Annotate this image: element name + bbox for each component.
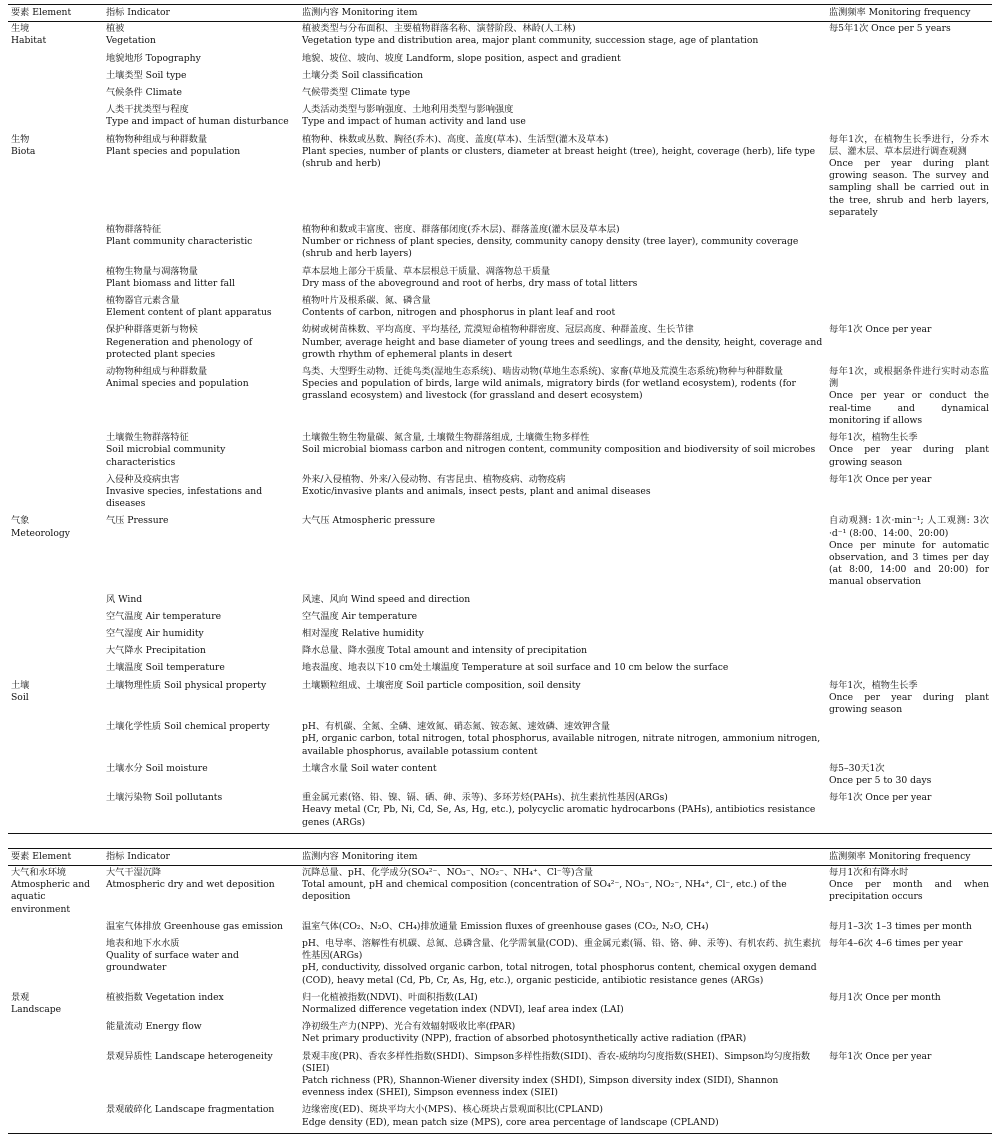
table-row xyxy=(8,991,992,1020)
monitoring-item-cell xyxy=(299,365,826,431)
element-cell xyxy=(8,661,103,678)
monitoring-item-text: 温室气体(CO₂、N₂O、CH₄)排放通量 Emission fluxes of greenhouse gases (CO₂, N₂O, CH₄) xyxy=(302,920,709,932)
indicator-label: 入侵种及疫病虫害 xyxy=(106,473,180,485)
indicator-cell xyxy=(103,294,299,323)
monitoring-item-text: 沉降总量、pH、化学成分(SO₄²⁻、NO₃⁻、NO₂⁻、NH₄⁺、Cl⁻等)含量 xyxy=(302,866,593,878)
element-cell xyxy=(8,644,103,661)
frequency-cell xyxy=(826,791,992,833)
element-cell xyxy=(8,265,103,294)
indicator-label: Element content of plant apparatus xyxy=(106,307,272,319)
frequency-cell xyxy=(826,323,992,365)
element-cell xyxy=(8,1103,103,1133)
frequency-cell xyxy=(826,1103,992,1133)
element-label: aquatic environment xyxy=(11,891,71,915)
indicator-label: 植被 xyxy=(106,23,125,35)
element-cell xyxy=(8,720,103,762)
monitoring-item-text: 土壤颗粒组成、土壤密度 Soil particle composition, soil density xyxy=(302,679,581,691)
monitoring-table-part-1 xyxy=(8,4,992,833)
indicator-label: 空气温度 Air temperature xyxy=(106,610,222,622)
indicator-cell xyxy=(103,323,299,365)
indicator-label: Invasive species, infestations and diseases xyxy=(106,485,263,510)
frequency-cell xyxy=(826,294,992,323)
table-row xyxy=(8,103,992,132)
frequency-cell xyxy=(826,1020,992,1049)
indicator-cell xyxy=(103,514,299,592)
indicator-label: 土壤微生物群落特征 xyxy=(106,432,189,444)
table-separator xyxy=(8,833,992,848)
indicator-label: Plant community characteristic xyxy=(106,236,253,248)
table-row xyxy=(8,762,992,791)
element-cell xyxy=(8,627,103,644)
frequency-text: 每年1次 Once per year xyxy=(829,324,932,336)
table-row xyxy=(8,1103,992,1133)
monitoring-item-text: Soil microbial biomass carbon and nitrogen content, community composition and biodiversity of soil microbes xyxy=(302,444,816,456)
element-label: 景观 xyxy=(11,991,30,1003)
monitoring-item-cell xyxy=(299,133,826,223)
frequency-text: 每5年1次 Once per 5 years xyxy=(829,23,951,35)
monitoring-item-text: Net primary productivity (NPP), fraction of absorbed photosynthetically active radiation (fPAR) xyxy=(302,1033,747,1045)
monitoring-item-text: 风速、风向 Wind speed and direction xyxy=(302,593,471,605)
indicator-label: 保护种群落更新与物候 xyxy=(106,324,198,336)
element-cell xyxy=(8,610,103,627)
monitoring-item-text: 空气温度 Air temperature xyxy=(302,610,418,622)
indicator-cell xyxy=(103,920,299,937)
monitoring-item-text: Total amount, pH and chemical composition (concentration of SO₄²⁻, NO₃⁻, NO₂⁻, NH₄⁺, Cl⁻, etc.) of the deposition xyxy=(302,879,787,903)
frequency-text: Once per year during plant growing season xyxy=(829,691,989,715)
indicator-label: 土壤温度 Soil temperature xyxy=(106,662,225,674)
monitoring-item-cell xyxy=(299,627,826,644)
monitoring-item-text: Patch richness (PR), Shannon-Wiener diversity index (SHDI), Simpson diversity index (SIDI), Shannon evenness index (SHEI), Simpson evenness index (SIEI) xyxy=(302,1075,779,1099)
frequency-cell xyxy=(826,22,992,52)
header-monitoring-frequency: 监测频率 Monitoring frequency xyxy=(829,7,971,18)
header-indicator: 指标 Indicator xyxy=(106,850,170,862)
element-cell xyxy=(8,223,103,265)
indicator-cell xyxy=(103,1050,299,1104)
monitoring-item-cell xyxy=(299,69,826,86)
monitoring-item-text: Contents of carbon, nitrogen and phosphorus in plant leaf and root xyxy=(302,307,616,319)
frequency-text: 每年1次，或根据条件进行实时动态监测 xyxy=(829,366,989,390)
indicator-cell xyxy=(103,265,299,294)
frequency-cell xyxy=(826,473,992,515)
indicator-cell xyxy=(103,679,299,721)
monitoring-item-text: 草本层地上部分干质量、草本层根总干质量、凋落物总干质量 xyxy=(302,265,551,277)
header-monitoring-item: 监测内容 Monitoring item xyxy=(302,850,418,862)
table-row xyxy=(8,22,992,52)
table-row xyxy=(8,791,992,833)
element-label: 土壤 xyxy=(11,679,30,691)
monitoring-item-text: 植物叶片及根系碳、氮、磷含量 xyxy=(302,295,431,307)
monitoring-item-cell xyxy=(299,610,826,627)
frequency-cell xyxy=(826,365,992,431)
frequency-cell xyxy=(826,265,992,294)
monitoring-item-cell xyxy=(299,661,826,678)
element-cell xyxy=(8,294,103,323)
monitoring-item-text: Type and impact of human activity and land use xyxy=(302,116,526,128)
indicator-label: 植物群落特征 xyxy=(106,224,162,236)
header-element: 要素 Element xyxy=(11,850,72,862)
element-label: Biota xyxy=(11,145,36,157)
monitoring-item-text: 土壤含水量 Soil water content xyxy=(302,762,437,774)
frequency-cell xyxy=(826,762,992,791)
indicator-cell xyxy=(103,762,299,791)
element-label: Meteorology xyxy=(11,527,70,539)
monitoring-item-text: 边缘密度(ED)、斑块平均大小(MPS)、核心斑块占景观面积比(CPLAND) xyxy=(302,1104,603,1116)
frequency-cell xyxy=(826,431,992,473)
document xyxy=(8,4,992,1134)
monitoring-item-text: 相对湿度 Relative humidity xyxy=(302,627,424,639)
monitoring-item-cell xyxy=(299,991,826,1020)
element-label: Habitat xyxy=(11,35,47,47)
header-element: 要素 Element xyxy=(11,7,72,18)
monitoring-item-cell xyxy=(299,431,826,473)
indicator-label: Regeneration and phenology of protected plant species xyxy=(106,336,253,360)
monitoring-item-text: 气候带类型 Climate type xyxy=(302,87,411,99)
indicator-cell xyxy=(103,52,299,69)
frequency-text: 自动观测: 1次·min⁻¹; 人工观测: 3次·d⁻¹ (8:00、14:00、20:00) xyxy=(829,515,989,539)
indicator-cell xyxy=(103,431,299,473)
monitoring-item-cell xyxy=(299,1050,826,1104)
frequency-cell xyxy=(826,661,992,678)
monitoring-item-cell xyxy=(299,514,826,592)
indicator-label: 植物生物量与凋落物量 xyxy=(106,265,198,277)
indicator-cell xyxy=(103,865,299,919)
element-cell xyxy=(8,991,103,1020)
indicator-label: 土壤物理性质 Soil physical property xyxy=(106,679,267,691)
monitoring-item-text: pH, organic carbon, total nitrogen, total phosphorus, available nitrogen, nitrate nitrogen, ammonium nitrogen, available phosphorus, available potassium content xyxy=(302,733,821,757)
table-row xyxy=(8,627,992,644)
monitoring-item-text: Plant species, number of plants or clusters, diameter at breast height (tree), height, coverage (herb), life type (shrub and herb) xyxy=(302,145,816,170)
frequency-cell xyxy=(826,627,992,644)
monitoring-item-cell xyxy=(299,223,826,265)
indicator-cell xyxy=(103,103,299,132)
monitoring-item-text: 植物种和数或丰富度、密度、群落郁闭度(乔木层)、群落盖度(灌木层及草本层) xyxy=(302,224,620,236)
table-row xyxy=(8,223,992,265)
table-body xyxy=(8,865,992,1133)
monitoring-item-text: 鸟类、大型野生动物、迁徙鸟类(湿地生态系统)、啮齿动物(草地生态系统)、家畜(草地及荒漠生态系统)物种与种群数量 xyxy=(302,366,783,378)
frequency-text: 每年1次 Once per year xyxy=(829,473,932,485)
indicator-cell xyxy=(103,473,299,515)
frequency-text: 每月1–3次 1–3 times per month xyxy=(829,920,972,932)
table-row xyxy=(8,365,992,431)
element-label: 生境 xyxy=(11,23,30,35)
frequency-text: Once per 5 to 30 days xyxy=(829,774,932,786)
table-row xyxy=(8,593,992,610)
element-cell xyxy=(8,86,103,103)
indicator-label: 动物物种组成与种群数量 xyxy=(106,366,208,378)
element-cell xyxy=(8,323,103,365)
indicator-cell xyxy=(103,365,299,431)
indicator-label: 能量流动 Energy flow xyxy=(106,1021,202,1033)
frequency-cell xyxy=(826,679,992,721)
indicator-label: 人类干扰类型与程度 xyxy=(106,104,189,116)
table-row xyxy=(8,323,992,365)
monitoring-item-text: pH, conductivity, dissolved organic carbon, total nitrogen, total phosphorus content, chemical oxygen demand (COD), heavy metal (Cd, Pb, Cr, As, Hg, etc.), organic pesticide, antibiotic resistance genes (ARGs) xyxy=(302,962,817,986)
indicator-label: Plant species and population xyxy=(106,145,241,157)
frequency-cell xyxy=(826,223,992,265)
monitoring-item-cell xyxy=(299,679,826,721)
frequency-cell xyxy=(826,920,992,937)
element-cell xyxy=(8,69,103,86)
frequency-text: Once per month and when precipitation occurs xyxy=(829,879,989,903)
frequency-text: Once per minute for automatic observation, and 3 times per day (at 8:00, 14:00 and 20:00) for manual observation xyxy=(829,539,989,588)
element-cell xyxy=(8,1020,103,1049)
indicator-label: 气压 Pressure xyxy=(106,515,169,527)
indicator-cell xyxy=(103,593,299,610)
indicator-cell xyxy=(103,991,299,1020)
frequency-text: Once per year or conduct the real-time and dynamical monitoring if allows xyxy=(829,390,989,426)
indicator-cell xyxy=(103,627,299,644)
frequency-cell xyxy=(826,103,992,132)
monitoring-item-text: 地表温度、地表以下10 cm处土壤温度 Temperature at soil surface and 10 cm below the surface xyxy=(302,662,729,674)
monitoring-item-text: 重金属元素(铬、铅、镍、镉、硒、砷、汞等)、多环芳烃(PAHs)、抗生素抗性基因(ARGs) xyxy=(302,792,668,804)
monitoring-item-text: Number or richness of plant species, density, community canopy density (tree layer), community coverage (shrub and herb layers) xyxy=(302,236,799,260)
frequency-text: 每年4–6次 4–6 times per year xyxy=(829,938,963,949)
monitoring-item-text: Number, average height and base diameter of young trees and seedlings, and the density, height, coverage and growth rhythm of ephemeral plants in desert xyxy=(302,336,823,360)
element-cell xyxy=(8,1050,103,1104)
monitoring-item-text: 植被类型与分布面积、主要植物群落名称、演替阶段、林龄(人工林) xyxy=(302,23,576,35)
indicator-cell xyxy=(103,1020,299,1049)
frequency-cell xyxy=(826,610,992,627)
indicator-label: Quality of surface water and groundwater xyxy=(106,950,239,974)
indicator-cell xyxy=(103,86,299,103)
monitoring-item-cell xyxy=(299,593,826,610)
indicator-label: 景观异质性 Landscape heterogeneity xyxy=(106,1050,273,1062)
element-cell xyxy=(8,365,103,431)
indicator-cell xyxy=(103,791,299,833)
monitoring-item-cell xyxy=(299,86,826,103)
indicator-label: 风 Wind xyxy=(106,593,143,605)
frequency-cell xyxy=(826,865,992,919)
frequency-cell xyxy=(826,69,992,86)
monitoring-item-text: pH、有机碳、全氮、全磷、速效氮、硝态氮、铵态氮、速效磷、速效钾含量 xyxy=(302,721,610,733)
table-row xyxy=(8,69,992,86)
table-row xyxy=(8,720,992,762)
frequency-cell xyxy=(826,86,992,103)
table-row xyxy=(8,661,992,678)
frequency-text: 每5–30天1次 xyxy=(829,762,885,774)
monitoring-item-cell xyxy=(299,323,826,365)
frequency-text: 每年1次，植物生长季 xyxy=(829,432,918,444)
table-row xyxy=(8,920,992,937)
table-row xyxy=(8,644,992,661)
indicator-label: 土壤类型 Soil type xyxy=(106,69,187,81)
table-row xyxy=(8,1050,992,1104)
indicator-cell xyxy=(103,610,299,627)
element-cell xyxy=(8,103,103,132)
monitoring-item-text: Exotic/invasive plants and animals, insect pests, plant and animal diseases xyxy=(302,485,651,497)
table-row xyxy=(8,265,992,294)
monitoring-item-text: 降水总量、降水强度 Total amount and intensity of precipitation xyxy=(302,645,588,657)
monitoring-item-text: Vegetation type and distribution area, major plant community, succession stage, age of plantation xyxy=(302,35,759,47)
monitoring-table-part-2 xyxy=(8,848,992,1134)
header-monitoring-frequency: 监测频率 Monitoring frequency xyxy=(829,850,971,862)
frequency-text: 每年1次，在植物生长季进行，分乔木层、灌木层、草本层进行调查观测 xyxy=(829,133,989,157)
frequency-cell xyxy=(826,644,992,661)
indicator-label: 植物物种组成与种群数量 xyxy=(106,133,208,145)
table-row xyxy=(8,86,992,103)
frequency-text: 每月1次和有降水时 xyxy=(829,866,909,878)
frequency-cell xyxy=(826,593,992,610)
indicator-label: Atmospheric dry and wet deposition xyxy=(106,879,275,891)
table-row xyxy=(8,133,992,223)
monitoring-item-text: 外来/入侵植物、外来/入侵动物、有害昆虫、植物疫病、动物疫病 xyxy=(302,473,566,485)
monitoring-item-cell xyxy=(299,791,826,833)
monitoring-item-cell xyxy=(299,1020,826,1049)
indicator-label: 温室气体排放 Greenhouse gas emission xyxy=(106,920,283,932)
monitoring-item-cell xyxy=(299,720,826,762)
table-row xyxy=(8,514,992,592)
indicator-label: 植物器官元素含量 xyxy=(106,295,180,307)
indicator-label: 大气干湿沉降 xyxy=(106,866,162,878)
frequency-cell xyxy=(826,1050,992,1104)
monitoring-item-cell xyxy=(299,1103,826,1133)
monitoring-item-text: 植物种、株数或丛数、胸径(乔木)、高度、盖度(草本)、生活型(灌木及草本) xyxy=(302,133,609,145)
table-row xyxy=(8,610,992,627)
table-row xyxy=(8,865,992,919)
element-cell xyxy=(8,473,103,515)
element-cell xyxy=(8,762,103,791)
indicator-cell xyxy=(103,22,299,52)
element-cell xyxy=(8,133,103,223)
monitoring-item-text: Heavy metal (Cr, Pb, Ni, Cd, Se, As, Hg, etc.), polycyclic aromatic hydrocarbons (PAHs), antibiotics resistance genes (ARGs) xyxy=(302,804,816,828)
table-row xyxy=(8,473,992,515)
frequency-text: 每月1次 Once per month xyxy=(829,991,941,1003)
monitoring-item-cell xyxy=(299,22,826,52)
monitoring-item-text: 景观丰度(PR)、香农多样性指数(SHDI)、Simpson多样性指数(SIDI)、香农-威纳均匀度指数(SHEI)、Simpson均匀度指数(SIEI) xyxy=(302,1050,811,1074)
element-label: Soil xyxy=(11,691,29,703)
table-row xyxy=(8,294,992,323)
monitoring-item-text: Dry mass of the aboveground and root of herbs, dry mass of total litters xyxy=(302,277,638,289)
frequency-text: 每年1次 Once per year xyxy=(829,1050,932,1062)
monitoring-item-cell xyxy=(299,473,826,515)
element-cell xyxy=(8,514,103,592)
frequency-cell xyxy=(826,514,992,592)
indicator-label: 空气湿度 Air humidity xyxy=(106,627,204,639)
monitoring-item-text: 地貌、坡位、坡向、坡度 Landform, slope position, aspect and gradient xyxy=(302,52,621,64)
indicator-cell xyxy=(103,644,299,661)
element-label: Landscape xyxy=(11,1004,62,1016)
frequency-cell xyxy=(826,133,992,223)
table-row xyxy=(8,52,992,69)
element-label: 气象 xyxy=(11,515,30,527)
header-monitoring-item: 监测内容 Monitoring item xyxy=(302,7,418,18)
table-row xyxy=(8,1020,992,1049)
monitoring-item-cell xyxy=(299,762,826,791)
monitoring-item-cell xyxy=(299,52,826,69)
indicator-label: 地表和地下水水质 xyxy=(106,938,180,949)
monitoring-item-text: 归一化植被指数(NDVI)、叶面积指数(LAI) xyxy=(302,991,478,1003)
element-cell xyxy=(8,22,103,52)
table-header-row xyxy=(8,5,992,22)
element-cell xyxy=(8,920,103,937)
frequency-cell xyxy=(826,52,992,69)
indicator-cell xyxy=(103,69,299,86)
element-label: 大气和水环境 xyxy=(11,866,67,878)
indicator-label: Animal species and population xyxy=(106,378,249,390)
frequency-cell xyxy=(826,991,992,1020)
element-cell xyxy=(8,431,103,473)
monitoring-item-cell xyxy=(299,294,826,323)
frequency-text: Once per year during plant growing season. The survey and sampling shall be carried out in the tree, shrub and herb layers, separately xyxy=(829,158,989,218)
monitoring-item-cell xyxy=(299,644,826,661)
element-cell xyxy=(8,52,103,69)
indicator-label: 气候条件 Climate xyxy=(106,87,182,99)
monitoring-item-cell xyxy=(299,103,826,132)
monitoring-item-cell xyxy=(299,865,826,919)
indicator-label: 植被指数 Vegetation index xyxy=(106,991,224,1003)
monitoring-item-text: 净初级生产力(NPP)、光合有效辐射吸收比率(fPAR) xyxy=(302,1021,516,1033)
monitoring-item-text: 大气压 Atmospheric pressure xyxy=(302,515,436,527)
frequency-text: Once per year during plant growing season xyxy=(829,444,989,468)
monitoring-item-cell xyxy=(299,265,826,294)
monitoring-item-text: 人类活动类型与影响强度、土地利用类型与影响强度 xyxy=(302,104,514,116)
indicator-label: 大气降水 Precipitation xyxy=(106,645,206,657)
element-label: 生物 xyxy=(11,133,30,145)
indicator-label: 景观破碎化 Landscape fragmentation xyxy=(106,1104,275,1116)
element-cell xyxy=(8,679,103,721)
monitoring-item-text: pH、电导率、溶解性有机碳、总氮、总磷含量、化学需氧量(COD)、重金属元素(镉、铅、铬、砷、汞等)、有机农药、抗生素抗性基因(ARGs) xyxy=(302,938,821,962)
indicator-label: Soil microbial community characteristics xyxy=(106,444,226,468)
table-body xyxy=(8,22,992,833)
indicator-label: 地貌地形 Topography xyxy=(106,52,201,64)
frequency-cell xyxy=(826,720,992,762)
header-indicator: 指标 Indicator xyxy=(106,7,170,18)
table-row xyxy=(8,679,992,721)
indicator-cell xyxy=(103,1103,299,1133)
frequency-text: 每年1次 Once per year xyxy=(829,792,932,804)
indicator-cell xyxy=(103,133,299,223)
indicator-label: Plant biomass and litter fall xyxy=(106,277,235,289)
indicator-label: Type and impact of human disturbance xyxy=(106,116,289,128)
monitoring-item-text: 幼树或树苗株数、平均高度、平均基径, 荒漠短命植物种群密度、冠层高度、种群盖度、生长节律 xyxy=(302,324,694,336)
monitoring-item-text: Edge density (ED), mean patch size (MPS), core area percentage of landscape (CPLAND) xyxy=(302,1116,719,1128)
indicator-cell xyxy=(103,661,299,678)
indicator-cell xyxy=(103,223,299,265)
indicator-label: 土壤水分 Soil moisture xyxy=(106,762,208,774)
monitoring-item-text: Species and population of birds, large wild animals, migratory birds (for wetland ecosystem), rodents (for grassland ecosystem) and livestock (for grassland and desert ecosystem) xyxy=(302,378,796,402)
monitoring-item-text: 土壤分类 Soil classification xyxy=(302,69,424,81)
indicator-cell xyxy=(103,720,299,762)
indicator-label: 土壤污染物 Soil pollutants xyxy=(106,792,223,804)
element-cell xyxy=(8,593,103,610)
element-cell xyxy=(8,791,103,833)
indicator-label: Vegetation xyxy=(106,35,156,47)
element-cell xyxy=(8,865,103,919)
frequency-text: 每年1次，植物生长季 xyxy=(829,679,918,691)
monitoring-item-text: Normalized difference vegetation index (NDVI), leaf area index (LAI) xyxy=(302,1004,624,1016)
table-header-row xyxy=(8,848,992,865)
indicator-label: 土壤化学性质 Soil chemical property xyxy=(106,721,270,733)
monitoring-item-text: 土壤微生物生物量碳、氮含量, 土壤微生物群落组成, 土壤微生物多样性 xyxy=(302,432,590,444)
table-row xyxy=(8,431,992,473)
element-label: Atmospheric and xyxy=(11,879,91,891)
monitoring-item-cell xyxy=(299,920,826,937)
